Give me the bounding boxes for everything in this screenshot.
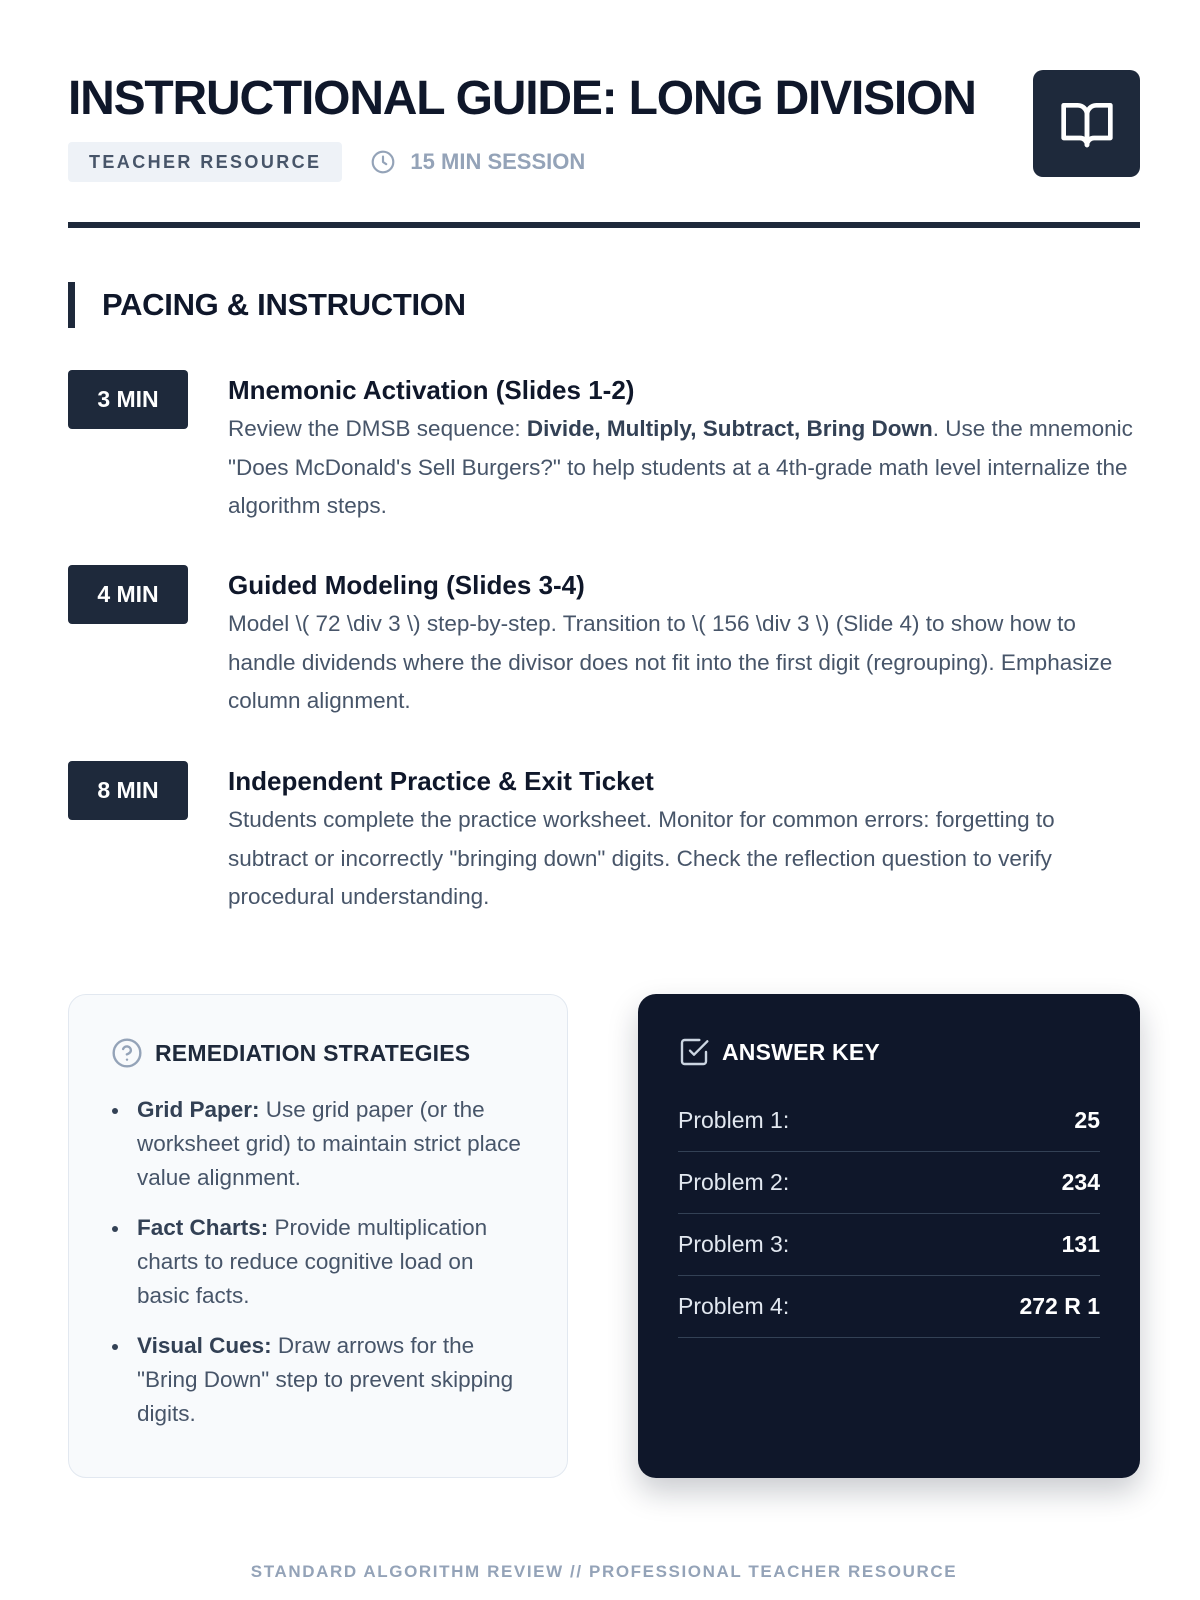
step-time-badge: 8 MIN <box>68 761 188 820</box>
header-meta <box>68 142 585 182</box>
question-circle-icon <box>111 1037 143 1069</box>
answer-row <box>678 1214 1100 1276</box>
step-heading: Independent Practice & Exit Ticket <box>228 766 654 796</box>
resource-tag: TEACHER RESOURCE <box>68 142 342 182</box>
page <box>68 0 1140 1600</box>
strategy-label: Grid Paper: <box>137 1097 260 1122</box>
remediation-list <box>111 1093 531 1447</box>
answer-value: 272 R 1 <box>1019 1293 1100 1319</box>
page-title: INSTRUCTIONAL GUIDE: LONG DIVISION <box>68 72 976 125</box>
answer-key-title: ANSWER KEY <box>722 1038 880 1065</box>
answer-label: Problem 4: <box>678 1293 790 1319</box>
step-heading: Guided Modeling (Slides 3-4) <box>228 570 585 600</box>
clock-icon <box>370 149 396 175</box>
answer-row <box>678 1152 1100 1214</box>
step-body <box>228 569 1138 721</box>
answer-value: 131 <box>1061 1231 1100 1257</box>
header-divider <box>68 222 1140 228</box>
list-item: Fact Charts: Provide multiplication charts to reduce cognitive load on basic facts. <box>111 1211 531 1313</box>
list-item: Visual Cues: Draw arrows for the "Bring Down" step to prevent skipping digits. <box>111 1329 531 1431</box>
step-body <box>228 374 1138 526</box>
step-time-badge: 4 MIN <box>68 565 188 624</box>
answer-row <box>678 1276 1100 1338</box>
footer: STANDARD ALGORITHM REVIEW // PROFESSIONAL TEACHER RESOURCE <box>250 1562 958 1581</box>
session-length <box>370 149 585 175</box>
step-text-emphasis: Divide, Multiply, Subtract, Bring Down <box>526 416 933 441</box>
header <box>68 70 1140 230</box>
step-heading: Mnemonic Activation (Slides 1-2) <box>228 375 635 405</box>
answer-key-header <box>678 1036 880 1068</box>
step-time-badge: 3 MIN <box>68 370 188 429</box>
strategy-label: Visual Cues: <box>137 1333 272 1358</box>
answer-label: Problem 3: <box>678 1231 790 1257</box>
checkbox-icon <box>678 1036 710 1068</box>
section-title-pacing: PACING & INSTRUCTION <box>68 282 466 328</box>
step-text: Students complete the practice worksheet. Monitor for common errors: forgetting to subtract or incorrectly "bringing down" digits. Check the reflection question to verify procedural understanding. <box>228 807 1055 909</box>
remediation-card <box>68 994 568 1478</box>
answer-key-card <box>638 994 1140 1478</box>
session-label: 15 MIN SESSION <box>410 149 586 174</box>
answer-value: 25 <box>1074 1107 1100 1133</box>
answer-row <box>678 1090 1100 1152</box>
step-text: Review the DMSB sequence: Divide, Multiply, Subtract, Bring Down. Use the mnemonic "Does McDonald's Sell Burgers?" to help students at a 4th-grade math level internalize the algorithm steps. <box>228 416 1133 518</box>
answer-label: Problem 2: <box>678 1169 790 1195</box>
list-item: Grid Paper: Use grid paper (or the worksheet grid) to maintain strict place value alignment. <box>111 1093 531 1195</box>
strategy-label: Fact Charts: <box>137 1215 269 1240</box>
remediation-header <box>111 1037 470 1069</box>
book-badge <box>1033 70 1140 177</box>
answer-list <box>678 1090 1100 1338</box>
remediation-title: REMEDIATION STRATEGIES <box>155 1039 471 1066</box>
open-book-icon <box>1059 96 1115 152</box>
answer-value: 234 <box>1061 1169 1100 1195</box>
step-body <box>228 765 1138 917</box>
step-text: Model \( 72 \div 3 \) step-by-step. Transition to \( 156 \div 3 \) (Slide 4) to show how to handle dividends where the divisor does not fit into the first digit (regrouping). Emphasize column alignment. <box>228 611 1113 713</box>
answer-label: Problem 1: <box>678 1107 790 1133</box>
